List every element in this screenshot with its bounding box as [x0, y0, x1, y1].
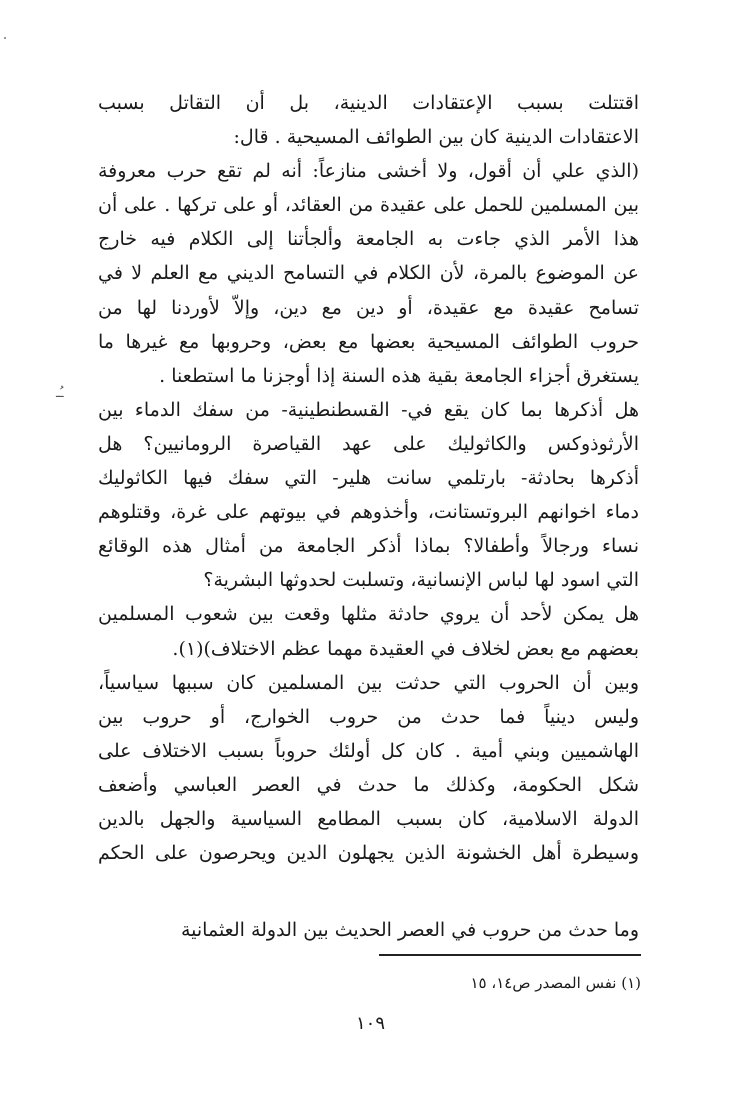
body-text — [98, 86, 639, 870]
text-line: بعضهم مع بعض لخلاف في العقيدة مهما عظم الاختلاف)(١). — [172, 637, 639, 660]
text-line: الاعتقادات الدينية كان بين الطوائف المسيحية . قال: — [233, 126, 639, 149]
text-line: بين المسلمين للحمل على عقيدة من العقائد، أو على تركها . على أن — [98, 194, 639, 217]
closing-line: وما حدث من حروب في العصر الحديث بين الدولة العثمانية — [180, 919, 639, 941]
footnote-divider — [379, 954, 641, 956]
text-line: هل يمكن لأحد أن يروي حادثة مثلها وقعت بين شعوب المسلمين — [98, 603, 639, 626]
text-line: وسيطرة أهل الخشونة الذين يجهلون الدين ويحرصون على الحكم — [98, 842, 639, 865]
text-line: نساء ورجالاً وأطفالا؟ بماذا أذكر الجامعة من أمثال هذه الوقائع — [98, 535, 639, 558]
text-line: شكل الحكومة، وكذلك ما حدث في العصر العباسي وأضعف — [98, 773, 639, 796]
text-line: الأرثوذوكس والكاثوليك على عهد القياصرة الرومانيين؟ هل — [98, 432, 639, 455]
text-line: (الذي علي أن أقول، ولا أخشى منازعاً: أنه لم تقع حرب معروفة — [98, 160, 639, 183]
text-line: وليس دينياً فما حدث من حروب الخوارج، أو حروب بين — [98, 705, 639, 728]
scan-speck — [4, 37, 6, 39]
text-line: الهاشميين وبني أمية . كان كل أولئك حروباً بسبب الاختلاف على — [98, 739, 639, 762]
margin-mark: ـُـ — [56, 386, 64, 401]
text-line: تسامح عقيدة مع عقيدة، أو دين مع دين، وإلاّ لأوردنا لها من — [98, 296, 639, 319]
text-line: اقتتلت بسبب الإعتقادات الدينية، بل أن التقاتل بسبب — [98, 92, 639, 114]
footnote: (١) نفس المصدر ص١٤، ١٥ — [470, 974, 641, 992]
text-line: التي اسود لها لباس الإنسانية، وتسلبت لحدوثها البشرية؟ — [203, 569, 639, 592]
text-line: وبين أن الحروب التي حدثت بين المسلمين كان سببها سياسياً، — [98, 671, 639, 694]
text-line: أذكرها بحادثة- بارتلمي سانت هلير- التي سفك فيها الكاثوليك — [98, 467, 639, 490]
text-line: دماء اخوانهم البروتستانت، وأخذوهم في بيوتهم على غرة، وقتلوهم — [98, 501, 639, 524]
text-line: هل أذكرها بما كان يقع في- القسطنطينية- من سفك الدماء بين — [98, 398, 639, 421]
text-line: عن الموضوع بالمرة، لأن الكلام في التسامح الديني مع العلم لا في — [98, 262, 639, 285]
text-line: الدولة الاسلامية، كان بسبب المطامع السياسية والجهل بالدين — [98, 807, 639, 830]
text-line: حروب الطوائف المسيحية بعضها مع بعض، وحروبها مع غيرها ما — [98, 330, 639, 353]
text-line: يستغرق أجزاء الجامعة بقية هذه السنة إذا أوجزنا ما استطعنا . — [159, 364, 639, 387]
page-number: ١٠٩ — [355, 1013, 385, 1034]
text-line: هذا الأمر الذي جاءت به الجامعة وألجأتنا إلى الكلام فيه خارج — [98, 228, 639, 251]
